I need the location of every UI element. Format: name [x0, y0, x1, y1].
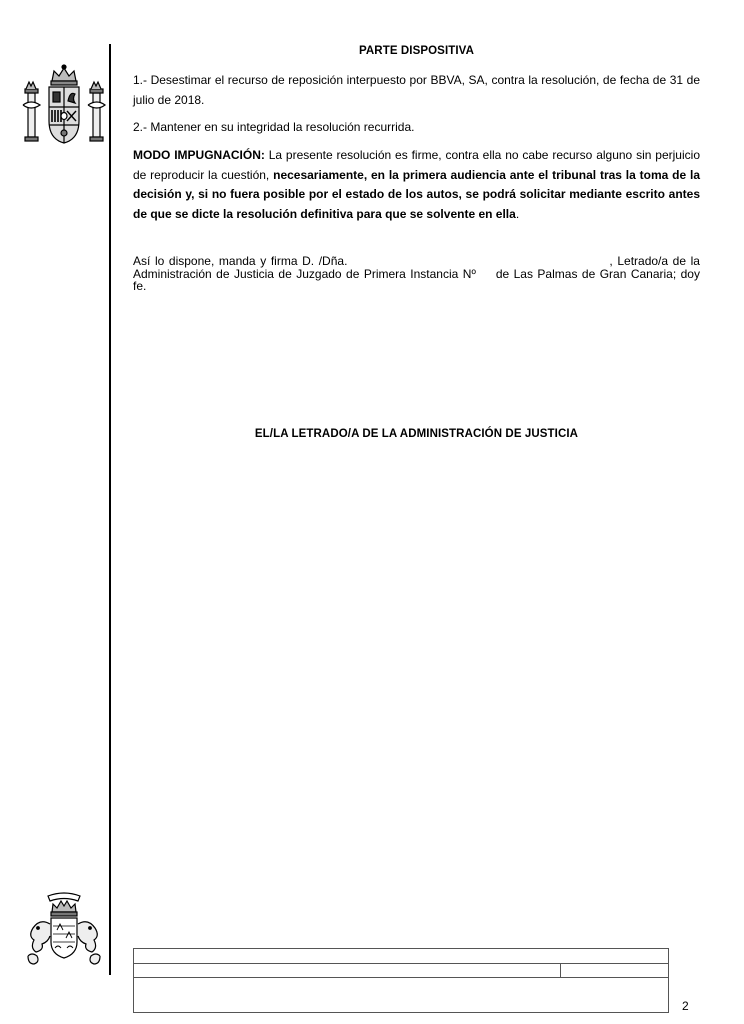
- firma-part-2: , Letrado/a de la Administración de Justicia de Juzgado de Primera Instancia Nº: [133, 254, 700, 281]
- firma-part-1: Así lo dispone, manda y firma D. /Dña.: [133, 254, 348, 268]
- canarias-coat-of-arms-icon: [22, 888, 106, 970]
- firma-part-3: de Las Palmas de Gran Canaria; doy fe.: [133, 266, 700, 293]
- section-heading: PARTE DISPOSITIVA: [358, 45, 474, 57]
- impugnacion-text: La presente resolución es firme, contra ella no cabe recurso alguno sin perjuicio de reproducir la cuestión,: [133, 148, 700, 182]
- margin-rule: [109, 44, 111, 975]
- footer-table-row-divider: [134, 963, 668, 964]
- item-2: 2.- Mantener en su integridad la resolución recurrida.: [133, 120, 415, 134]
- impugnacion-label: MODO IMPUGNACIÓN:: [133, 148, 265, 162]
- footer-table: [133, 948, 669, 1013]
- impugnacion-end: .: [515, 206, 520, 221]
- footer-table-cell-divider: [560, 963, 561, 977]
- item-1: 1.- Desestimar el recurso de reposición interpuesto por BBVA, SA, contra la resolución, de fecha de 31 de julio de 2018.: [133, 73, 700, 107]
- page-number: 2: [682, 999, 689, 1013]
- impugnacion-paragraph: [133, 146, 700, 224]
- impugnacion-bold-text: necesariamente, en la primera audiencia ante el tribunal tras la toma de la decisión y, si no fuera posible por el estado de los autos, se podrá solicitar mediante escrito antes de que se dicte la resolución definitiva para que se solvente en ella: [133, 167, 700, 221]
- footer-table-row-divider: [134, 977, 668, 978]
- signature-title: EL/LA LETRADO/A DE LA ADMINISTRACIÓN DE JUSTICIA: [254, 428, 579, 440]
- spain-coat-of-arms-icon: [22, 63, 106, 151]
- firma-paragraph: [133, 255, 700, 293]
